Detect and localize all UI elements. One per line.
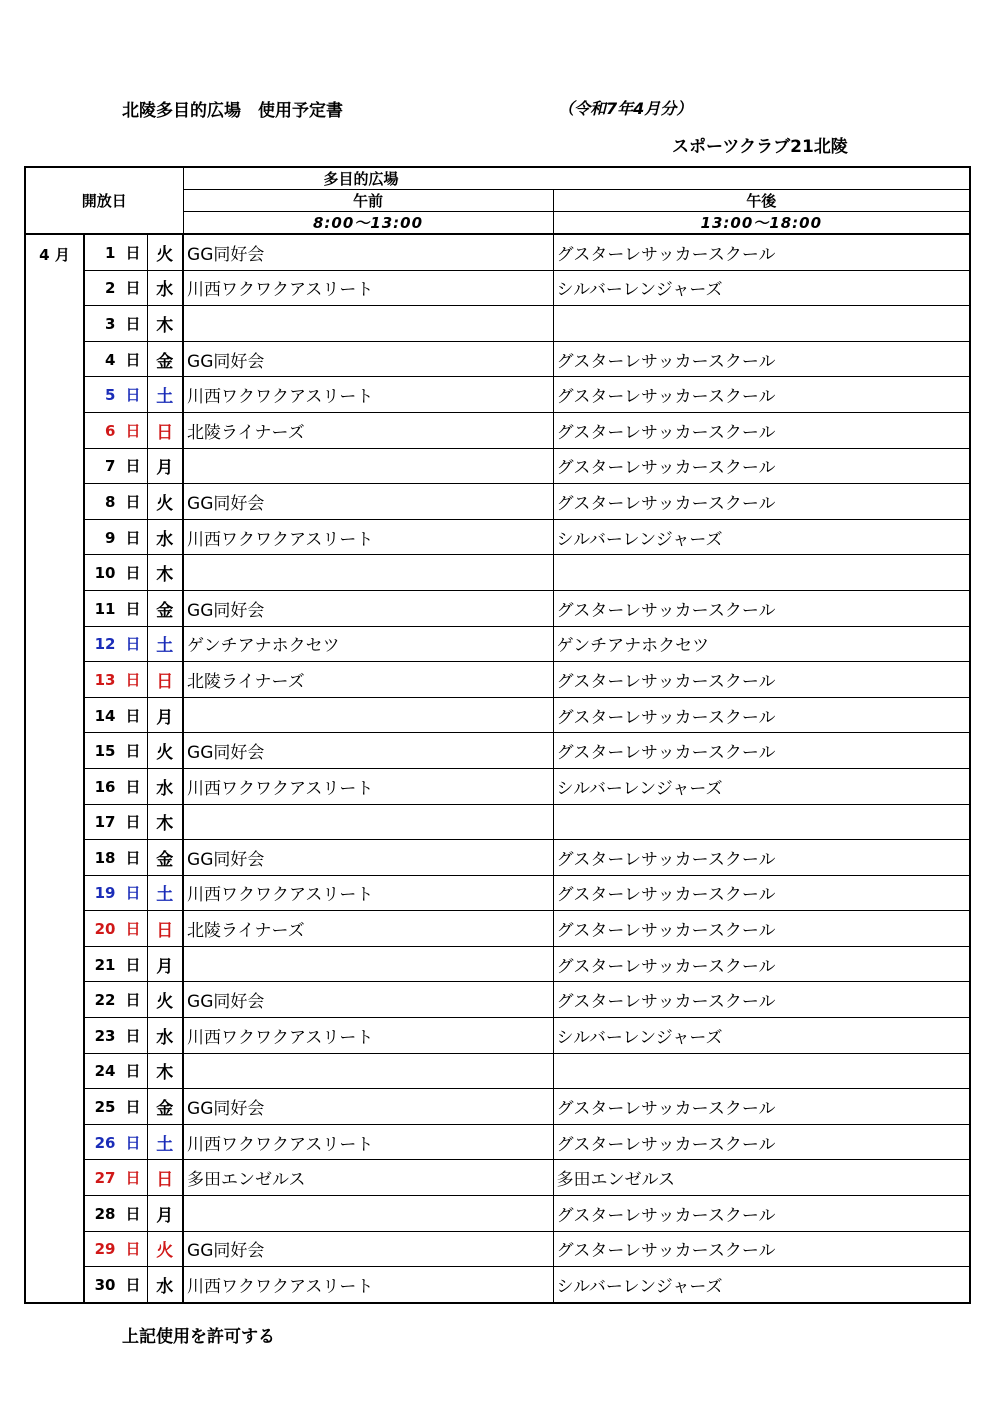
day-cell [84, 697, 147, 733]
pm-booking-cell: グスターレサッカースクール [553, 733, 970, 769]
weekday-cell: 木 [147, 555, 183, 591]
day-cell [84, 840, 147, 876]
weekday-cell: 火 [147, 982, 183, 1018]
day-suffix: 日 [125, 599, 141, 618]
day-cell [84, 341, 147, 377]
am-booking-cell: 北陵ライナーズ [183, 662, 553, 698]
am-booking-cell: 北陵ライナーズ [183, 911, 553, 947]
day-number: 22 [94, 991, 116, 1010]
day-suffix: 日 [125, 243, 141, 262]
weekday-cell: 水 [147, 768, 183, 804]
day-suffix: 日 [125, 1240, 141, 1259]
day-suffix: 日 [125, 742, 141, 761]
am-booking-cell: 川西ワクワクアスリート [183, 1124, 553, 1160]
table-row [25, 484, 970, 520]
pm-booking-cell: グスターレサッカースクール [553, 697, 970, 733]
table-row [25, 1018, 970, 1054]
day-suffix: 日 [125, 528, 141, 547]
am-booking-cell [183, 697, 553, 733]
am-booking-cell: 川西ワクワクアスリート [183, 1267, 553, 1303]
table-row [25, 1267, 970, 1303]
day-cell [84, 804, 147, 840]
day-suffix: 日 [125, 1133, 141, 1152]
pm-booking-cell: グスターレサッカースクール [553, 982, 970, 1018]
table-row [25, 1160, 970, 1196]
approval-statement: 上記使用を許可する [122, 1327, 275, 1347]
am-booking-cell [183, 804, 553, 840]
day-number: 13 [94, 670, 116, 689]
day-suffix: 日 [125, 457, 141, 476]
weekday-cell: 火 [147, 234, 183, 270]
am-booking-cell: GG同好会 [183, 733, 553, 769]
weekday-cell: 日 [147, 412, 183, 448]
pm-booking-cell [553, 555, 970, 591]
pm-booking-cell: グスターレサッカースクール [553, 448, 970, 484]
table-row [25, 519, 970, 555]
day-cell [84, 768, 147, 804]
table-row [25, 341, 970, 377]
day-suffix: 日 [125, 1062, 141, 1081]
day-number: 19 [94, 884, 116, 903]
day-number: 23 [94, 1026, 116, 1045]
pm-booking-cell: グスターレサッカースクール [553, 911, 970, 947]
day-cell [84, 1124, 147, 1160]
day-number: 24 [94, 1062, 116, 1081]
table-row [25, 840, 970, 876]
weekday-cell: 金 [147, 1089, 183, 1125]
period-label: （令和7年4月分） [558, 99, 693, 118]
table-row [25, 768, 970, 804]
day-number: 6 [105, 421, 116, 440]
pm-booking-cell: グスターレサッカースクール [553, 875, 970, 911]
day-suffix: 日 [125, 1276, 141, 1295]
table-row [25, 982, 970, 1018]
day-number: 29 [94, 1240, 116, 1259]
day-suffix: 日 [125, 492, 141, 511]
day-number: 26 [94, 1133, 116, 1152]
am-booking-cell: GG同好会 [183, 1231, 553, 1267]
day-suffix: 日 [125, 848, 141, 867]
day-cell [84, 982, 147, 1018]
day-number: 5 [105, 386, 116, 405]
am-booking-cell: GG同好会 [183, 341, 553, 377]
day-cell [84, 234, 147, 270]
am-booking-cell [183, 1196, 553, 1232]
pm-booking-cell: シルバーレンジャーズ [553, 1018, 970, 1054]
table-row [25, 306, 970, 342]
day-number: 25 [94, 1098, 116, 1117]
day-number: 15 [94, 742, 116, 761]
day-suffix: 日 [125, 991, 141, 1010]
day-cell [84, 270, 147, 306]
day-number: 4 [105, 350, 116, 369]
day-number: 1 [105, 243, 116, 262]
day-suffix: 日 [125, 813, 141, 832]
am-booking-cell [183, 448, 553, 484]
day-cell [84, 306, 147, 342]
am-booking-cell: 多田エンゼルス [183, 1160, 553, 1196]
pm-booking-cell: グスターレサッカースクール [553, 484, 970, 520]
day-number: 2 [105, 279, 116, 298]
weekday-cell: 土 [147, 377, 183, 413]
weekday-cell: 土 [147, 875, 183, 911]
day-cell [84, 911, 147, 947]
am-booking-cell [183, 1053, 553, 1089]
day-number: 21 [94, 955, 116, 974]
am-booking-cell: ゲンチアナホクセツ [183, 626, 553, 662]
pm-booking-cell: グスターレサッカースクール [553, 1196, 970, 1232]
weekday-cell: 水 [147, 1267, 183, 1303]
am-booking-cell: 川西ワクワクアスリート [183, 377, 553, 413]
pm-booking-cell: グスターレサッカースクール [553, 946, 970, 982]
day-number: 27 [94, 1169, 116, 1188]
table-row [25, 626, 970, 662]
table-row [25, 234, 970, 270]
pm-time-header: 13:00～18:00 [553, 212, 970, 235]
pm-booking-cell: グスターレサッカースクール [553, 840, 970, 876]
schedule-body [25, 167, 970, 1303]
day-number: 18 [94, 848, 116, 867]
table-row [25, 911, 970, 947]
day-cell [84, 448, 147, 484]
weekday-cell: 火 [147, 484, 183, 520]
am-booking-cell [183, 306, 553, 342]
day-cell [84, 377, 147, 413]
table-row [25, 1089, 970, 1125]
header-row-venue [25, 167, 970, 190]
day-number: 7 [105, 457, 116, 476]
pm-booking-cell: グスターレサッカースクール [553, 234, 970, 270]
day-cell [84, 1231, 147, 1267]
pm-header: 午後 [553, 190, 970, 212]
am-booking-cell: 川西ワクワクアスリート [183, 519, 553, 555]
am-booking-cell: GG同好会 [183, 840, 553, 876]
day-number: 11 [94, 599, 116, 618]
day-cell [84, 626, 147, 662]
table-row [25, 733, 970, 769]
table-row [25, 946, 970, 982]
day-number: 20 [94, 920, 116, 939]
pm-booking-cell: グスターレサッカースクール [553, 341, 970, 377]
day-number: 8 [105, 492, 116, 511]
table-row [25, 1053, 970, 1089]
day-cell [84, 662, 147, 698]
day-cell [84, 519, 147, 555]
am-booking-cell: GG同好会 [183, 1089, 553, 1125]
day-suffix: 日 [125, 564, 141, 583]
document-title: 北陵多目的広場 使用予定書 [122, 101, 343, 121]
pm-booking-cell: ゲンチアナホクセツ [553, 626, 970, 662]
day-cell [84, 1089, 147, 1125]
pm-booking-cell [553, 306, 970, 342]
organization-name: スポーツクラブ21北陵 [672, 137, 848, 157]
day-cell [84, 1160, 147, 1196]
day-suffix: 日 [125, 955, 141, 974]
am-booking-cell: GG同好会 [183, 982, 553, 1018]
day-suffix: 日 [125, 314, 141, 333]
am-booking-cell: 川西ワクワクアスリート [183, 1018, 553, 1054]
day-suffix: 日 [125, 706, 141, 725]
am-booking-cell: 北陵ライナーズ [183, 412, 553, 448]
day-number: 16 [94, 777, 116, 796]
pm-booking-cell: グスターレサッカースクール [553, 1124, 970, 1160]
weekday-cell: 日 [147, 1160, 183, 1196]
am-booking-cell: GG同好会 [183, 234, 553, 270]
weekday-cell: 金 [147, 840, 183, 876]
day-cell [84, 1018, 147, 1054]
day-suffix: 日 [125, 1204, 141, 1223]
am-booking-cell: 川西ワクワクアスリート [183, 768, 553, 804]
pm-booking-cell: シルバーレンジャーズ [553, 768, 970, 804]
am-booking-cell [183, 555, 553, 591]
am-booking-cell: 川西ワクワクアスリート [183, 875, 553, 911]
day-cell [84, 875, 147, 911]
month-cell: 4 月 [25, 234, 84, 1303]
pm-booking-cell: グスターレサッカースクール [553, 1089, 970, 1125]
table-row [25, 377, 970, 413]
day-suffix: 日 [125, 670, 141, 689]
weekday-cell: 月 [147, 697, 183, 733]
weekday-cell: 月 [147, 1196, 183, 1232]
table-row [25, 804, 970, 840]
table-row [25, 1124, 970, 1160]
day-suffix: 日 [125, 279, 141, 298]
weekday-cell: 火 [147, 733, 183, 769]
pm-booking-cell: グスターレサッカースクール [553, 590, 970, 626]
table-row [25, 875, 970, 911]
pm-booking-cell: グスターレサッカースクール [553, 662, 970, 698]
table-row [25, 1196, 970, 1232]
am-booking-cell: 川西ワクワクアスリート [183, 270, 553, 306]
day-suffix: 日 [125, 421, 141, 440]
day-suffix: 日 [125, 386, 141, 405]
open-day-header: 開放日 [25, 167, 183, 234]
day-cell [84, 555, 147, 591]
pm-booking-cell [553, 804, 970, 840]
pm-booking-cell: シルバーレンジャーズ [553, 519, 970, 555]
table-row [25, 412, 970, 448]
day-cell [84, 590, 147, 626]
day-cell [84, 1196, 147, 1232]
am-time-header: 8:00～13:00 [183, 212, 553, 235]
day-suffix: 日 [125, 777, 141, 796]
pm-booking-cell [553, 1053, 970, 1089]
day-number: 30 [94, 1276, 116, 1295]
pm-booking-cell: 多田エンゼルス [553, 1160, 970, 1196]
day-suffix: 日 [125, 350, 141, 369]
weekday-cell: 水 [147, 270, 183, 306]
pm-booking-cell: グスターレサッカースクール [553, 1231, 970, 1267]
schedule-table [24, 166, 971, 1304]
weekday-cell: 日 [147, 662, 183, 698]
day-cell [84, 946, 147, 982]
day-number: 17 [94, 813, 116, 832]
weekday-cell: 水 [147, 519, 183, 555]
pm-booking-cell: グスターレサッカースクール [553, 377, 970, 413]
weekday-cell: 月 [147, 448, 183, 484]
table-row [25, 448, 970, 484]
day-suffix: 日 [125, 1098, 141, 1117]
day-cell [84, 412, 147, 448]
day-cell [84, 1053, 147, 1089]
pm-booking-cell: シルバーレンジャーズ [553, 270, 970, 306]
am-booking-cell: GG同好会 [183, 590, 553, 626]
day-number: 9 [105, 528, 116, 547]
pm-booking-cell: シルバーレンジャーズ [553, 1267, 970, 1303]
day-suffix: 日 [125, 635, 141, 654]
am-header: 午前 [183, 190, 553, 212]
table-row [25, 590, 970, 626]
pm-booking-cell: グスターレサッカースクール [553, 412, 970, 448]
weekday-cell: 水 [147, 1018, 183, 1054]
day-number: 14 [94, 706, 116, 725]
weekday-cell: 土 [147, 626, 183, 662]
day-number: 28 [94, 1204, 116, 1223]
weekday-cell: 火 [147, 1231, 183, 1267]
day-cell [84, 733, 147, 769]
table-row [25, 662, 970, 698]
am-booking-cell: GG同好会 [183, 484, 553, 520]
table-row [25, 1231, 970, 1267]
day-suffix: 日 [125, 1026, 141, 1045]
day-number: 3 [105, 314, 116, 333]
table-row [25, 697, 970, 733]
day-number: 12 [94, 635, 116, 654]
weekday-cell: 木 [147, 804, 183, 840]
day-number: 10 [94, 564, 116, 583]
weekday-cell: 木 [147, 1053, 183, 1089]
weekday-cell: 金 [147, 341, 183, 377]
day-suffix: 日 [125, 1169, 141, 1188]
day-suffix: 日 [125, 884, 141, 903]
day-suffix: 日 [125, 920, 141, 939]
venue-header: 多目的広場 [183, 167, 970, 190]
weekday-cell: 月 [147, 946, 183, 982]
table-row [25, 555, 970, 591]
day-cell [84, 1267, 147, 1303]
table-row [25, 270, 970, 306]
weekday-cell: 日 [147, 911, 183, 947]
am-booking-cell [183, 946, 553, 982]
weekday-cell: 木 [147, 306, 183, 342]
weekday-cell: 土 [147, 1124, 183, 1160]
day-cell [84, 484, 147, 520]
weekday-cell: 金 [147, 590, 183, 626]
